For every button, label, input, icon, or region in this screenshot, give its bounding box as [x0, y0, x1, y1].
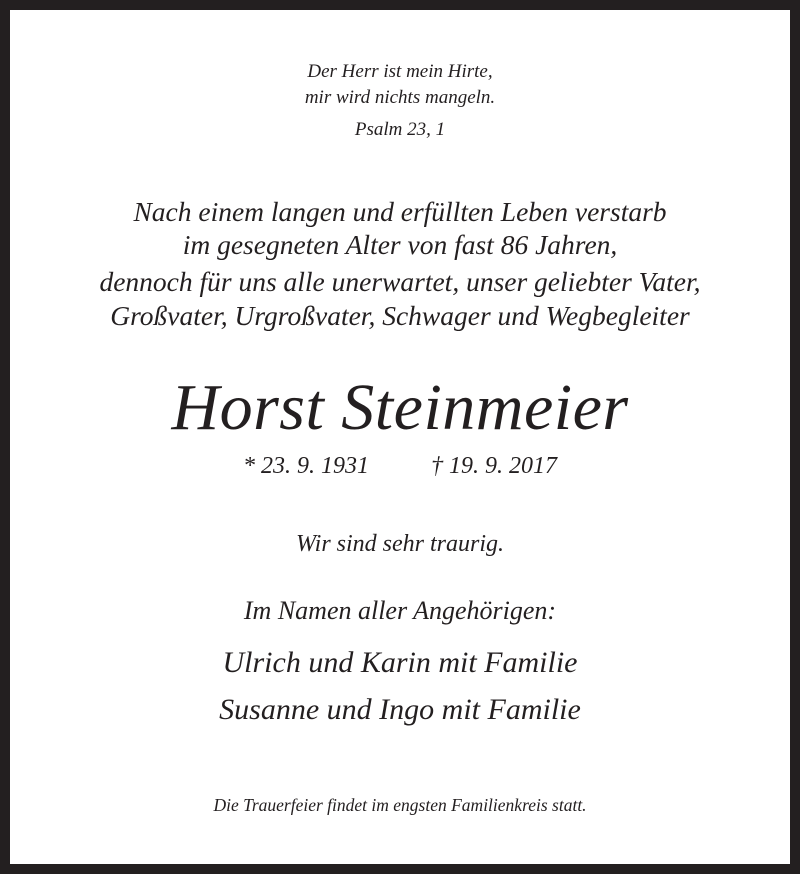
condolence-text: Wir sind sehr traurig.	[295, 531, 505, 557]
announcement-line-4: Großvater, Urgroßvater, Schwager und Wegbegleiter	[110, 300, 690, 331]
announcement-line-1: Nach einem langen und erfüllten Leben verstarb	[133, 196, 667, 227]
psalm-line-2: mir wird nichts mangeln.	[304, 87, 496, 108]
announcement-line-3: dennoch für uns alle unerwartet, unser geliebter Vater,	[99, 266, 701, 297]
mourner-family-2: Susanne und Ingo mit Familie	[219, 693, 581, 726]
life-dates	[0, 454, 800, 478]
psalm-line-1: Der Herr ist mein Hirte,	[307, 61, 493, 82]
psalm-reference: Psalm 23, 1	[354, 119, 446, 140]
deceased-name: Horst Steinmeier	[171, 371, 629, 444]
birth-date: * 23. 9. 1931	[243, 453, 369, 479]
mourners-intro: Im Namen aller Angehörigen:	[243, 596, 557, 625]
funeral-note: Die Trauerfeier findet im engsten Familienkreis statt.	[213, 795, 587, 815]
mourner-family-1: Ulrich und Karin mit Familie	[222, 646, 578, 679]
death-date: † 19. 9. 2017	[431, 453, 557, 479]
announcement-line-2: im gesegneten Alter von fast 86 Jahren,	[182, 229, 618, 260]
